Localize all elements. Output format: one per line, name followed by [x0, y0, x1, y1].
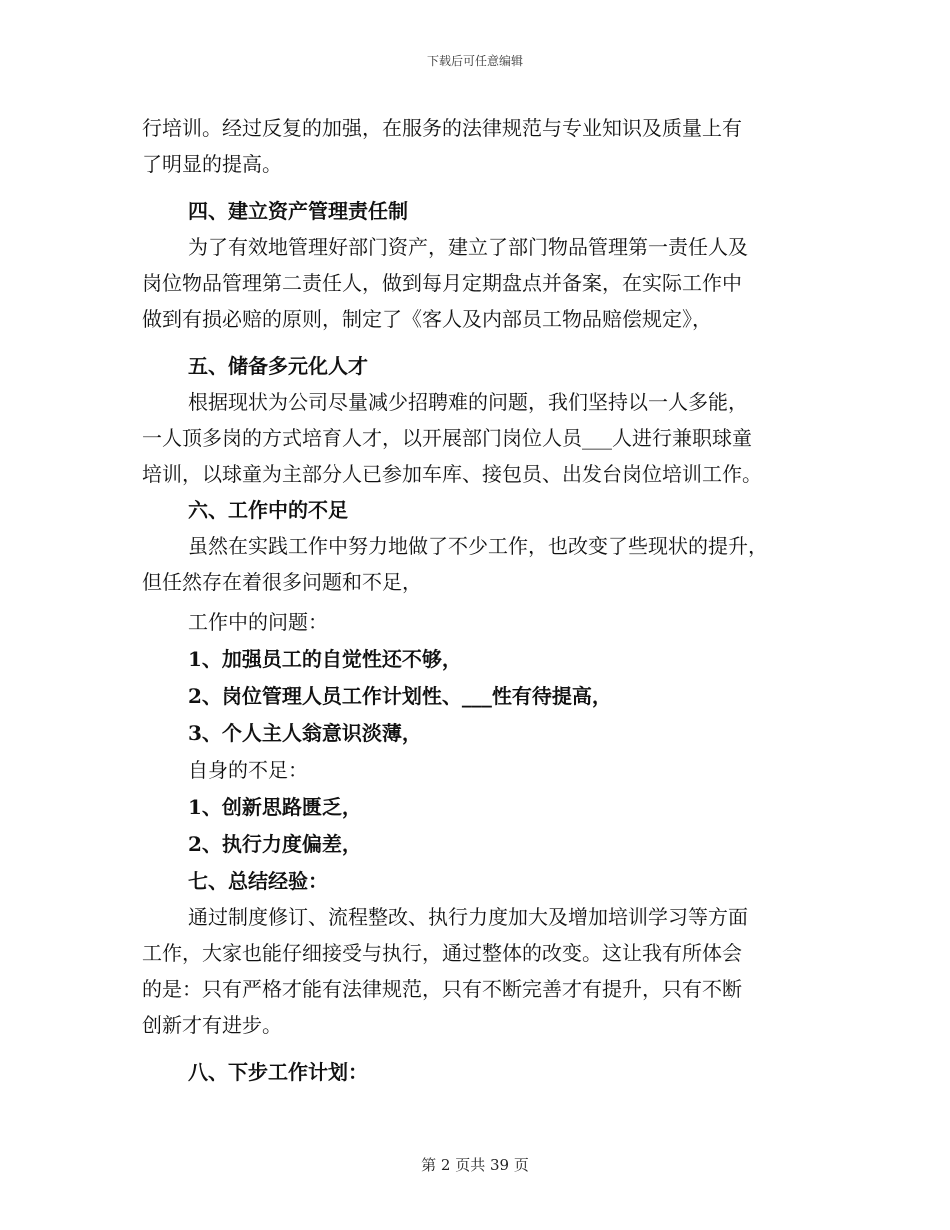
paragraph-line: 为了有效地管理好部门资产，建立了部门物品管理第一责任人及: [188, 235, 748, 259]
section-heading-5: 五、储备多元化人才: [188, 354, 368, 378]
list-item: 1、创新思路匮乏，: [188, 795, 362, 819]
paragraph-line: 行培训。经过反复的加强，在服务的法律规范与专业知识及质量上有: [142, 116, 742, 140]
paragraph-line: 创新才有进步。: [142, 1013, 282, 1037]
page-footer: 第 2 页共 39 页: [421, 1156, 529, 1174]
paragraph-line: 了明显的提高。: [142, 152, 282, 176]
paragraph-line: 培训，以球童为主部分人已参加车库、接包员、出发台岗位培训工作。: [142, 462, 762, 486]
list-item: 2、岗位管理人员工作计划性、___性有待提高，: [188, 684, 612, 708]
document-body: [142, 110, 808, 1090]
paragraph-line: 做到有损必赔的原则，制定了《客人及内部员工物品赔偿规定》，: [142, 307, 712, 331]
paragraph-line: 工作，大家也能仔细接受与执行，通过整体的改变。这让我有所体会: [142, 941, 742, 965]
paragraph-line: 岗位物品管理第二责任人，做到每月定期盘点并备案，在实际工作中: [142, 271, 742, 295]
subheading-self-shortcomings: 自身的不足：: [188, 758, 308, 782]
paragraph-line: 但任然存在着很多问题和不足，: [142, 570, 422, 594]
section-heading-7: 七、总结经验：: [188, 869, 328, 893]
page-header: 下载后可任意编辑: [426, 54, 523, 68]
section-heading-8: 八、下步工作计划：: [188, 1060, 368, 1084]
paragraph-line: 通过制度修订、流程整改、执行力度加大及增加培训学习等方面: [188, 905, 748, 929]
paragraph-line: 的是：只有严格才能有法律规范，只有不断完善才有提升，只有不断: [142, 977, 742, 1001]
paragraph-line: 一人顶多岗的方式培育人才，以开展部门岗位人员___人进行兼职球童: [142, 426, 752, 450]
section-heading-4: 四、建立资产管理责任制: [188, 199, 408, 223]
section-heading-6: 六、工作中的不足: [188, 498, 348, 522]
list-item: 2、执行力度偏差，: [188, 832, 362, 856]
paragraph-line: 虽然在实践工作中努力地做了不少工作，也改变了些现状的提升，: [188, 534, 768, 558]
list-item: 1、加强员工的自觉性还不够，: [188, 647, 462, 671]
list-item: 3、个人主人翁意识淡薄，: [188, 721, 422, 745]
paragraph-line: 根据现状为公司尽量减少招聘难的问题，我们坚持以一人多能，: [188, 390, 748, 414]
subheading-problems: 工作中的问题：: [188, 610, 328, 634]
